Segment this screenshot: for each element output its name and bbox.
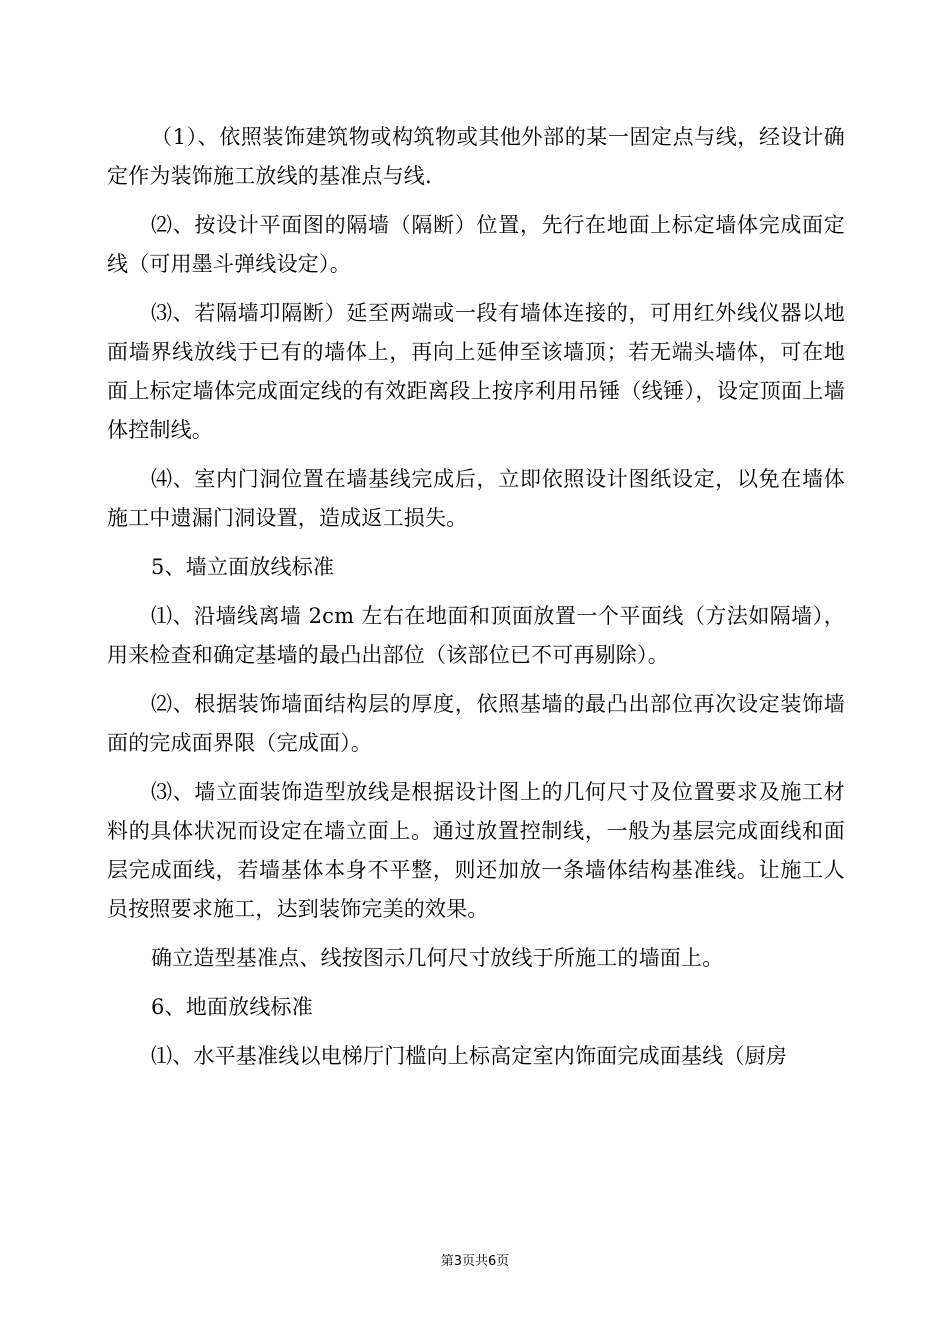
section-heading-5: 5、墙立面放线标准	[151, 555, 335, 579]
page-number-footer: 第3页共6页	[440, 1254, 510, 1269]
paragraph-7: ⑵、根据装饰墙面结构层的厚度，依照基墙的最凸出部位再次设定装饰墙面的完成面界限（完成面）。	[107, 692, 845, 755]
paragraph-9: 确立造型基准点、线按图示几何尺寸放线于所施工的墙面上。	[151, 946, 724, 970]
section-heading-6: 6、地面放线标准	[151, 995, 313, 1019]
paragraph-2: ⑵、按设计平面图的隔墙（隔断）位置，先行在地面上标定墙体完成面定线（可用墨斗弹线设定）。	[107, 213, 845, 276]
paragraph-1: （1）、依照装饰建筑物或构筑物或其他外部的某一固定点与线，经设计确定作为装饰施工放线的基准点与线.	[107, 125, 845, 188]
paragraph-6: ⑴、沿墙线离墙 2cm 左右在地面和顶面放置一个平面线（方法如隔墙），用来检查和确定基墙的最凸出部位（该部位已不可再剔除）。	[107, 604, 845, 667]
paragraph-4: ⑷、室内门洞位置在墙基线完成后，立即依照设计图纸设定，以免在墙体施工中遗漏门洞设置，造成返工损失。	[107, 467, 845, 530]
paragraph-11: ⑴、水平基准线以电梯厅门槛向上标高定室内饰面完成面基线（厨房	[151, 1044, 787, 1068]
paragraph-3: ⑶、若隔墙卭隔断）延至两端或一段有墙体连接的，可用红外线仪器以地面墙界线放线于已有的墙体上，再向上延伸至该墙顶；若无端头墙体，可在地面上标定墙体完成面定线的有效距离段上按序利用吊锤（线锤），设定顶面上墙体控制线。	[107, 301, 845, 442]
document-body	[107, 118, 845, 1086]
paragraph-8: ⑶、墙立面装饰造型放线是根据设计图上的几何尺寸及位置要求及施工材料的具体状况而设定在墙立面上。通过放置控制线，一般为基层完成面线和面层完成面线，若墙基体本身不平整，则还加放一条墙体结构基准线。让施工人员按照要求施工，达到装饰完美的效果。	[107, 780, 845, 921]
